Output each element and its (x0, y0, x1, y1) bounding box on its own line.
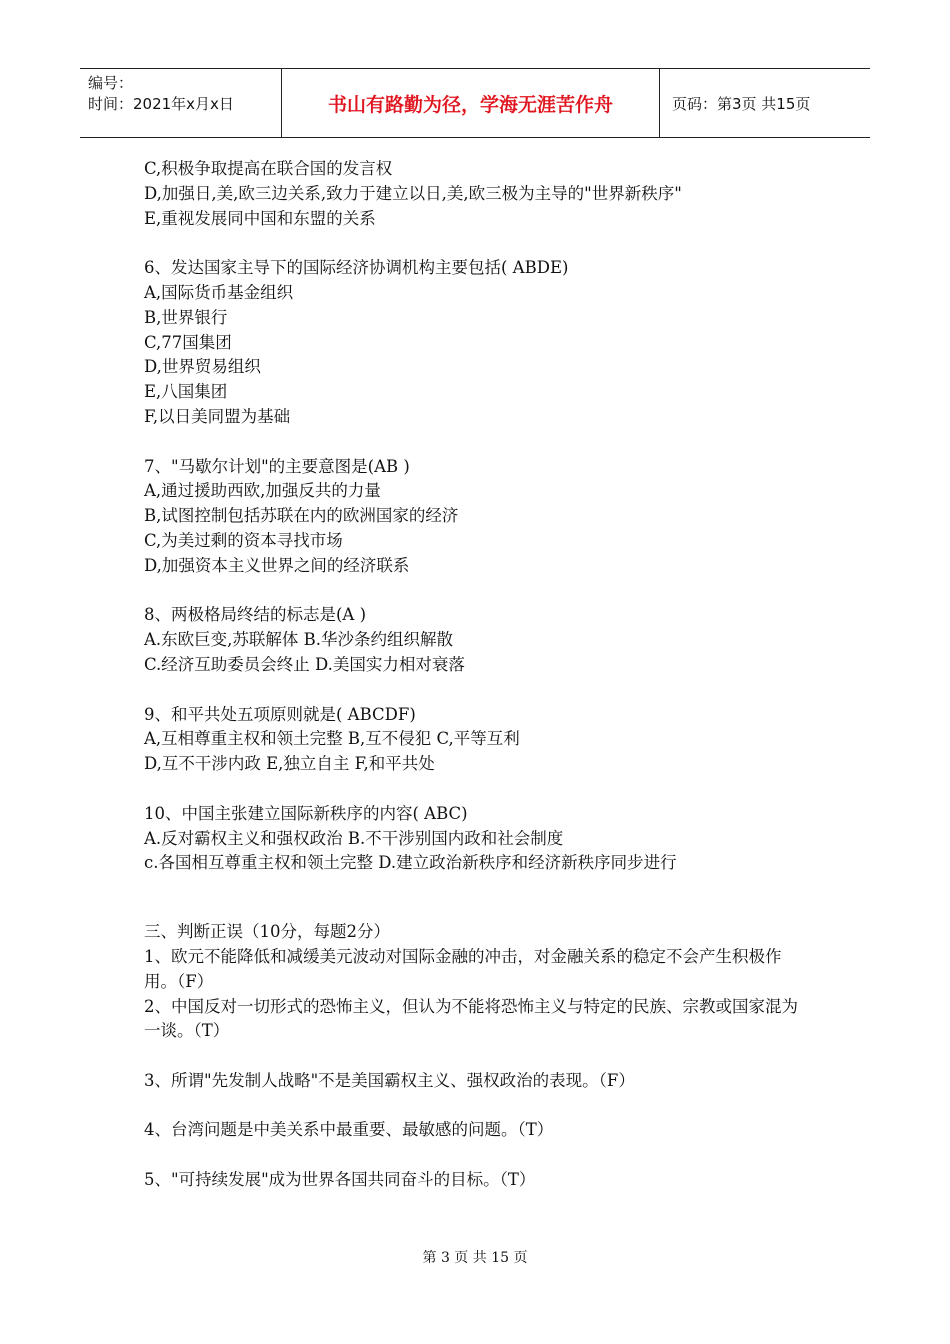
header-meta (80, 69, 281, 137)
page-header (80, 68, 870, 138)
option-line: E,重视发展同中国和东盟的关系 (144, 208, 376, 228)
option-line: A,国际货币基金组织 (144, 282, 294, 302)
option-line: A.东欧巨变,苏联解体 B.华沙条约组织解散 (144, 630, 454, 650)
option-line: C,为美过剩的资本寻找市场 (144, 530, 343, 550)
judgment-item: 2、中国反对一切形式的恐怖主义，但认为不能将恐怖主义与特定的民族、宗教或国家混为一谈。（T） (144, 996, 798, 1041)
option-line: C.经济互助委员会终止 D.美国实力相对衰落 (144, 654, 465, 674)
option-line: B,试图控制包括苏联在内的欧洲国家的经济 (144, 506, 459, 526)
option-line: B,世界银行 (144, 307, 228, 327)
option-line: D,加强资本主义世界之间的经济联系 (144, 555, 410, 575)
header-motto: 书山有路勤为径，学海无涯苦作舟 (281, 69, 660, 137)
option-line: C,积极争取提高在联合国的发言权 (144, 159, 393, 178)
judgment-item: 5、"可持续发展"成为世界各国共同奋斗的目标。（T） (144, 1170, 536, 1190)
option-line: D,世界贸易组织 (144, 357, 261, 377)
option-line: A,通过援助西欧,加强反共的力量 (144, 481, 381, 501)
page-footer: 第 3 页 共 15 页 (422, 1250, 528, 1266)
option-line: D,互不干涉内政 E,独立自主 F,和平共处 (144, 754, 435, 774)
option-line: C,77国集团 (144, 332, 232, 352)
document-body (144, 157, 814, 1193)
option-line: A,互相尊重主权和领土完整 B,互不侵犯 C,平等互利 (144, 729, 520, 749)
question-stem: 6、发达国家主导下的国际经济协调机构主要包括( ABDE) (144, 258, 569, 278)
question-8 (144, 603, 814, 677)
judgment-item: 3、所谓"先发制人战略"不是美国霸权主义、强权政治的表现。（F） (144, 1070, 635, 1090)
section-true-false (144, 920, 814, 1193)
document-number-label: 编号： (88, 74, 134, 92)
option-line: D,加强日,美,欧三边关系,致力于建立以日,美,欧三极为主导的"世界新秩序" (144, 183, 682, 203)
judgment-item: 1、欧元不能降低和减缓美元波动对国际金融的冲击，对金融关系的稳定不会产生积极作用。（F） (144, 946, 782, 991)
question-stem: 9、和平共处五项原则就是( ABCDF) (144, 704, 416, 724)
judgment-item: 4、台湾问题是中美关系中最重要、最敏感的问题。（T） (144, 1120, 554, 1140)
question-9 (144, 703, 814, 777)
question-stem: 8、两极格局终结的标志是(A ) (144, 605, 367, 625)
option-line: E,八国集团 (144, 382, 228, 402)
section-title: 三、判断正误（10分，每题2分） (144, 922, 390, 942)
option-line: F,以日美同盟为基础 (144, 406, 291, 426)
option-line: A.反对霸权主义和强权政治 B.不干涉别国内政和社会制度 (144, 828, 564, 848)
option-line: c.各国相互尊重主权和领土完整 D.建立政治新秩序和经济新秩序同步进行 (144, 853, 677, 873)
question-stem: 10、中国主张建立国际新秩序的内容( ABC) (144, 803, 468, 823)
header-page-info: 页码：第3页 共15页 (672, 94, 811, 113)
question-7 (144, 455, 814, 579)
document-date: 时间：2021年x月x日 (88, 95, 234, 113)
question-6 (144, 256, 814, 430)
question-10 (144, 802, 814, 876)
question-stem: 7、"马歇尔计划"的主要意图是(AB ) (144, 456, 410, 476)
